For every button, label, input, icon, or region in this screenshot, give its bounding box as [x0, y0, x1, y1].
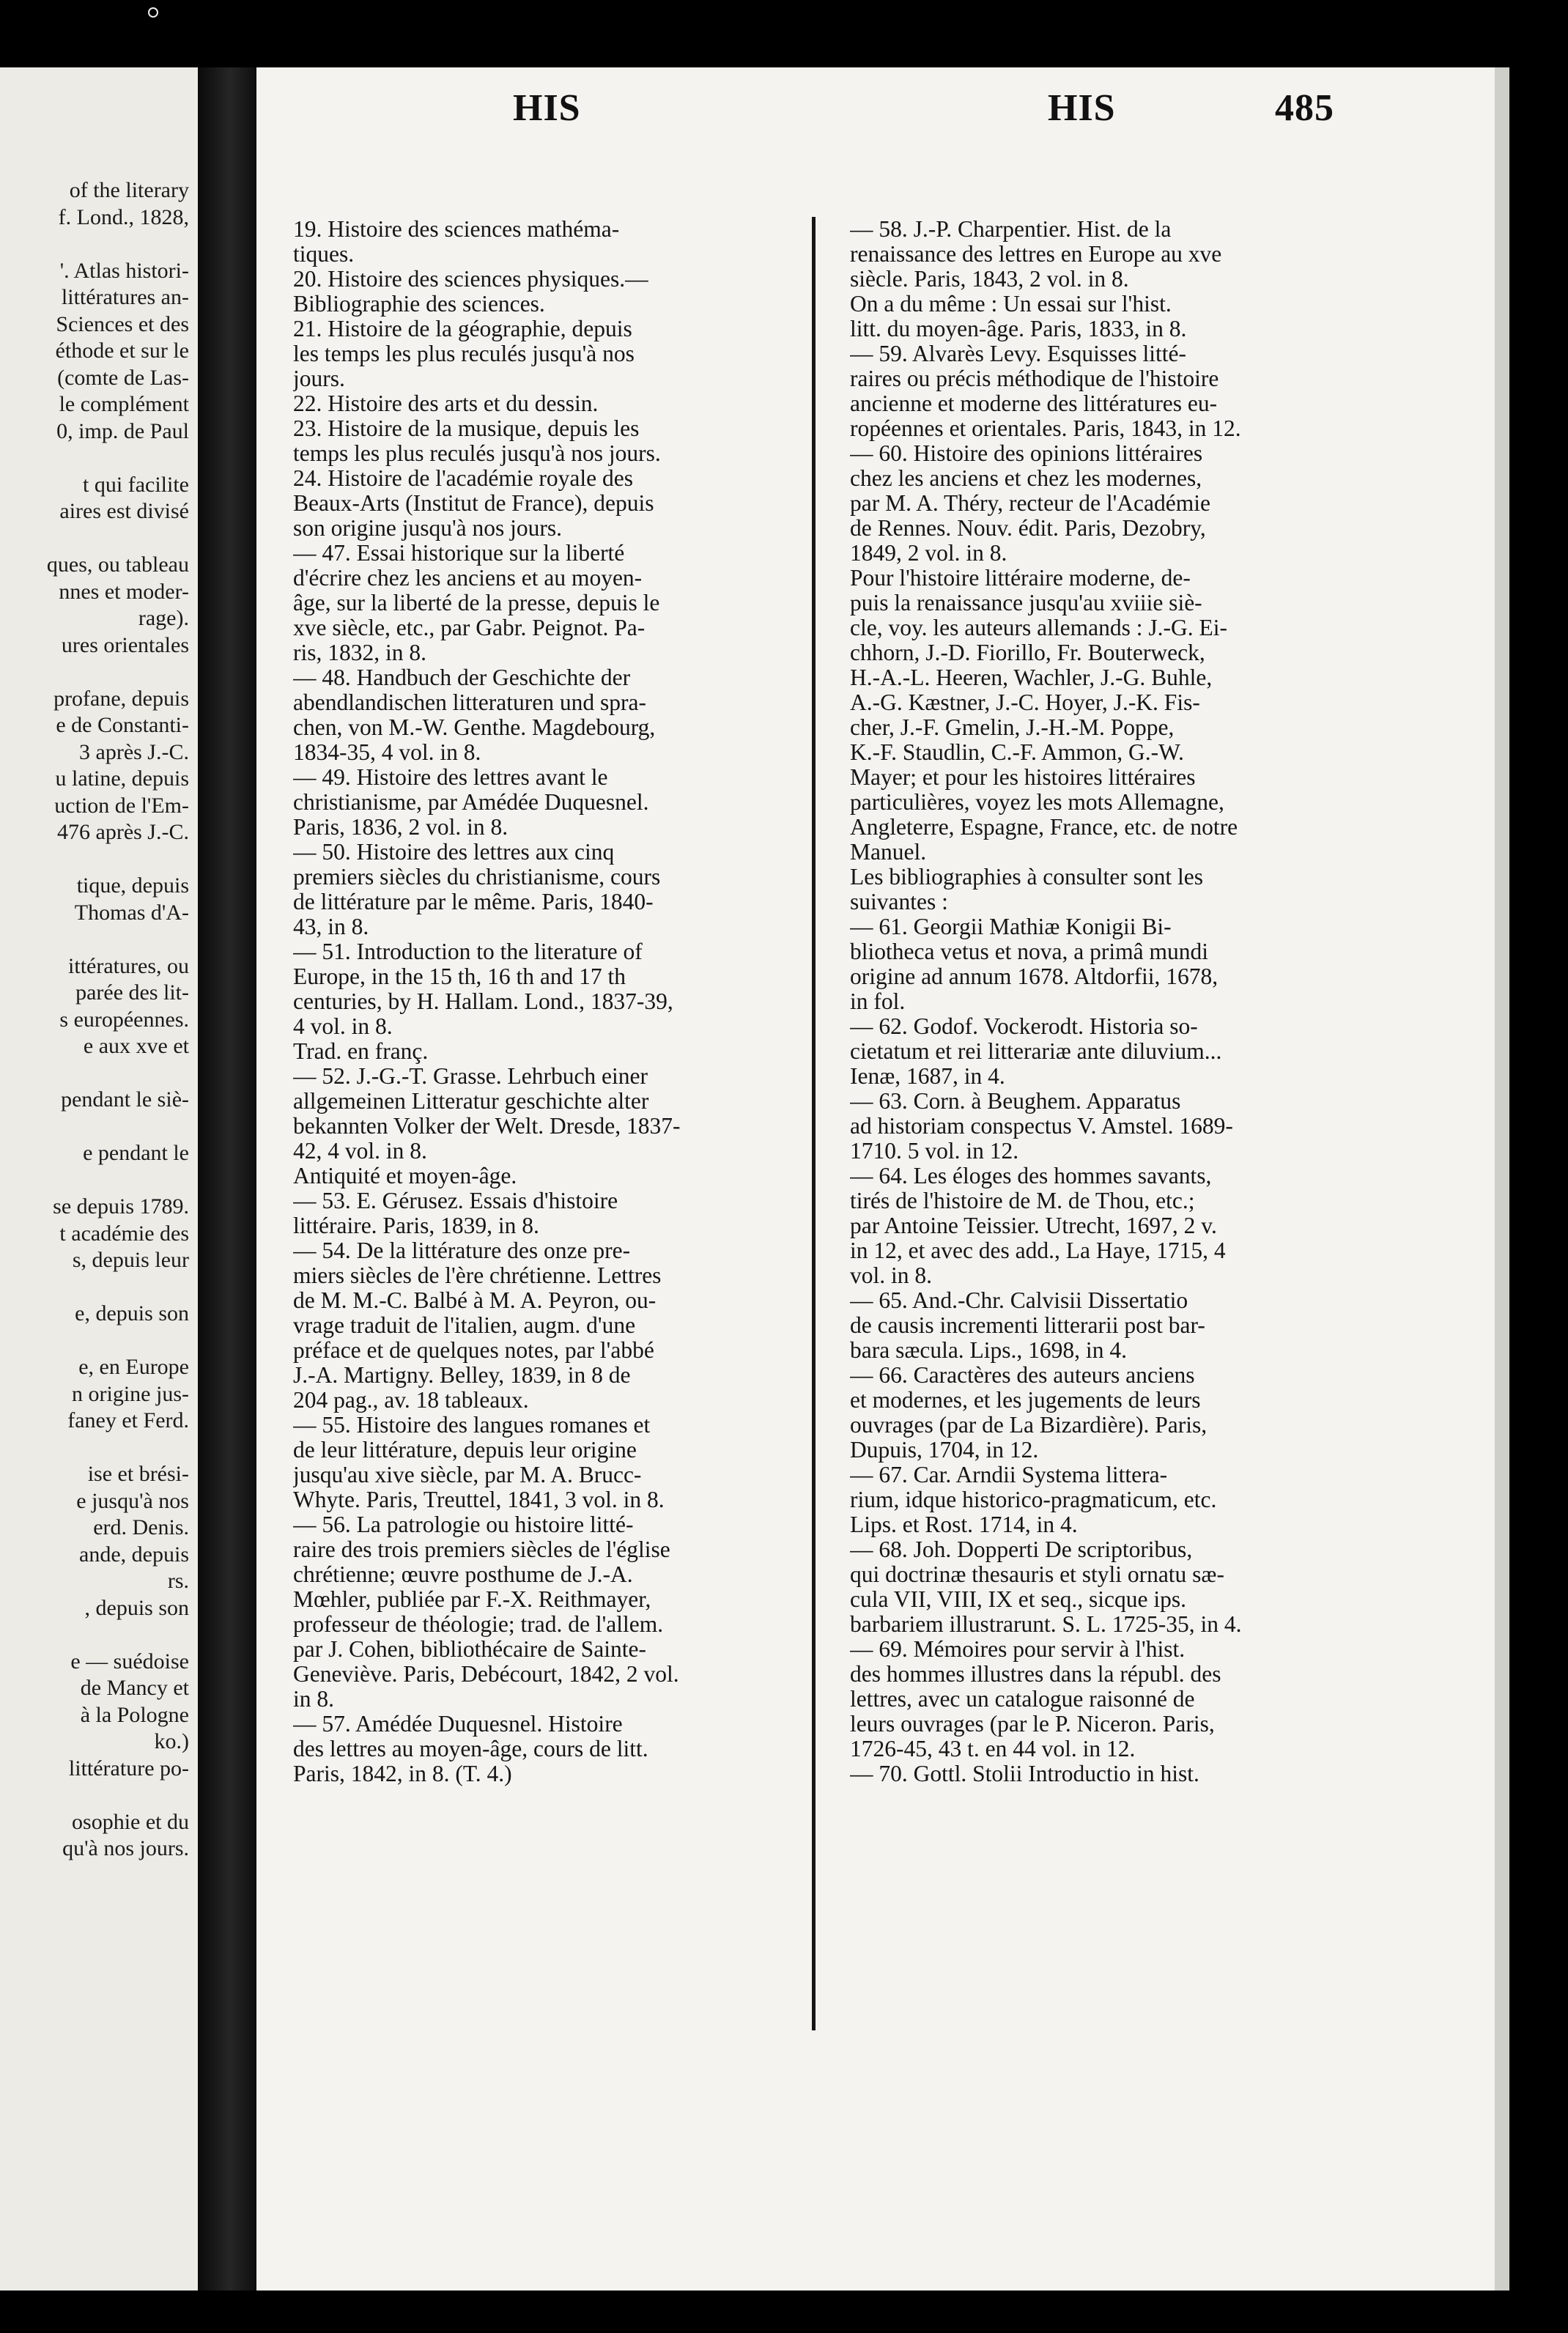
text-line: vol. in 8.	[850, 1263, 933, 1288]
text-line: cula VII, VIII, IX et seq., sicque ips.	[850, 1587, 1186, 1612]
text-line: Les bibliographies à consulter sont les	[850, 865, 1204, 890]
text-line: abendlandischen litteraturen und spra-	[293, 690, 646, 715]
text-line: tirés de l'histoire de M. de Thou, etc.;	[850, 1188, 1195, 1213]
text-line: professeur de théologie; trad. de l'allem.	[293, 1612, 664, 1637]
prev-page-line: ise et brési-	[87, 1462, 189, 1486]
text-line: Angleterre, Espagne, France, etc. de notre	[850, 815, 1238, 840]
text-line: des hommes illustres dans la républ. des	[850, 1662, 1221, 1687]
text-line: xve siècle, etc., par Gabr. Peignot. Pa-	[293, 615, 646, 640]
prev-page-line: ques, ou tableau	[46, 552, 189, 577]
text-line: par M. A. Théry, recteur de l'Académie	[850, 491, 1210, 516]
text-line: 1834-35, 4 vol. in 8.	[293, 740, 481, 765]
text-line: origine ad annum 1678. Altdorfii, 1678,	[850, 964, 1218, 989]
prev-page-line: se depuis 1789.	[53, 1194, 189, 1219]
text-line: particulières, voyez les mots Allemagne,	[850, 790, 1224, 815]
text-line: K.-F. Staudlin, C.-F. Ammon, G.-W.	[850, 740, 1184, 765]
text-line: — 59. Alvarès Levy. Esquisses litté-	[850, 341, 1187, 366]
text-line: — 54. De la littérature des onze pre-	[293, 1238, 631, 1263]
text-line: 42, 4 vol. in 8.	[293, 1139, 427, 1164]
prev-page-line: t qui facilite	[83, 472, 189, 497]
text-line: — 58. J.-P. Charpentier. Hist. de la	[850, 217, 1172, 242]
text-line: lettres, avec un catalogue raisonné de	[850, 1687, 1195, 1712]
text-line: jours.	[293, 366, 345, 391]
text-line: de causis incrementi litterarii post bar-	[850, 1313, 1205, 1338]
prev-page-line: à la Pologne	[80, 1702, 189, 1727]
corner-mark	[148, 7, 158, 18]
prev-page-line: ures orientales	[61, 632, 189, 657]
prev-page-line: littérature po-	[68, 1756, 189, 1781]
text-line: — 49. Histoire des lettres avant le	[293, 765, 608, 790]
prev-page-line: e, en Europe	[78, 1355, 189, 1379]
text-line: — 48. Handbuch der Geschichte der	[293, 665, 631, 690]
text-line: — 62. Godof. Vockerodt. Historia so-	[850, 1014, 1198, 1039]
prev-page-line: osophie et du	[72, 1809, 189, 1834]
text-line: chrétienne; œuvre posthume de J.-A.	[293, 1562, 633, 1587]
prev-page-line: e pendant le	[83, 1141, 189, 1165]
prev-page-line: e — suédoise	[70, 1649, 189, 1674]
text-line: préface et de quelques notes, par l'abbé	[293, 1338, 654, 1363]
text-line: H.-A.-L. Heeren, Wachler, J.-G. Buhle,	[850, 665, 1213, 690]
prev-page-line: e de Constanti-	[56, 713, 189, 737]
text-line: — 65. And.-Chr. Calvisii Dissertatio	[850, 1288, 1188, 1313]
prev-page-line: ko.)	[154, 1729, 189, 1753]
text-line: raires ou précis méthodique de l'histoire	[850, 366, 1219, 391]
text-line: bekannten Volker der Welt. Dresde, 1837-	[293, 1114, 681, 1139]
text-line: 23. Histoire de la musique, depuis les	[293, 416, 640, 441]
text-line: 1710. 5 vol. in 12.	[850, 1139, 1019, 1164]
text-line: par Antoine Teissier. Utrecht, 1697, 2 v.	[850, 1213, 1217, 1238]
text-line: — 56. La patrologie ou histoire litté-	[293, 1512, 634, 1537]
prev-page-line: s européennes.	[59, 1007, 189, 1032]
text-line: de littérature par le même. Paris, 1840-	[293, 890, 654, 914]
text-line: christianisme, par Amédée Duquesnel.	[293, 790, 649, 815]
text-line: temps les plus reculés jusqu'à nos jours.	[293, 441, 661, 466]
prev-page-line: profane, depuis	[53, 686, 189, 711]
text-line: — 51. Introduction to the literature of	[293, 939, 643, 964]
prev-page-line: Thomas d'A-	[74, 900, 189, 925]
text-line: 1849, 2 vol. in 8.	[850, 541, 1007, 566]
prev-page-line: 3 après J.-C.	[79, 739, 189, 764]
text-line: Ienæ, 1687, in 4.	[850, 1064, 1005, 1089]
text-line: littéraire. Paris, 1839, in 8.	[293, 1213, 539, 1238]
text-line: 22. Histoire des arts et du dessin.	[293, 391, 599, 416]
text-line: premiers siècles du christianisme, cours	[293, 865, 661, 890]
text-line: ad historiam conspectus V. Amstel. 1689-	[850, 1114, 1233, 1139]
prev-page-line: le complément	[59, 392, 189, 416]
prev-page-line: tique, depuis	[76, 873, 189, 898]
text-line: ropéennes et orientales. Paris, 1843, in 12.	[850, 416, 1241, 441]
text-line: puis la renaissance jusqu'au xviiie siè-	[850, 591, 1202, 615]
text-line: litt. du moyen-âge. Paris, 1833, in 8.	[850, 317, 1187, 341]
text-line: Manuel.	[850, 840, 927, 865]
text-line: suivantes :	[850, 890, 948, 914]
column-rule	[812, 217, 816, 2030]
text-line: chhorn, J.-D. Fiorillo, Fr. Bouterweck,	[850, 640, 1205, 665]
text-line: renaissance des lettres en Europe au xve	[850, 242, 1222, 267]
page-number: 485	[1275, 87, 1334, 129]
prev-page-line: , depuis son	[84, 1595, 189, 1620]
text-line: Whyte. Paris, Treuttel, 1841, 3 vol. in 8.	[293, 1487, 665, 1512]
prev-page-line: t académie des	[59, 1221, 189, 1246]
text-line: âge, sur la liberté de la presse, depuis le	[293, 591, 660, 615]
text-line: de Rennes. Nouv. édit. Paris, Dezobry,	[850, 516, 1206, 541]
prev-page-line: littératures an-	[61, 285, 189, 309]
text-line: Bibliographie des sciences.	[293, 292, 545, 317]
text-line: 1726-45, 43 t. en 44 vol. in 12.	[850, 1737, 1136, 1761]
text-line: 21. Histoire de la géographie, depuis	[293, 317, 632, 341]
prev-page-line: aires est divisé	[59, 499, 189, 523]
text-line: — 69. Mémoires pour servir à l'hist.	[850, 1637, 1186, 1662]
text-line: — 70. Gottl. Stolii Introductio in hist.	[850, 1761, 1199, 1786]
text-line: cle, voy. les auteurs allemands : J.-G. Ei-	[850, 615, 1227, 640]
prev-page-line: rage).	[138, 606, 189, 630]
right-column	[850, 217, 1363, 1786]
prev-page-line: e jusqu'à nos	[76, 1488, 189, 1513]
prev-page-line: Sciences et des	[56, 311, 189, 336]
text-line: A.-G. Kæstner, J.-C. Hoyer, J.-K. Fis-	[850, 690, 1200, 715]
text-line: ouvrages (par de La Bizardière). Paris,	[850, 1413, 1208, 1438]
text-line: — 52. J.-G.-T. Grasse. Lehrbuch einer	[293, 1064, 648, 1089]
prev-page-line: ittératures, ou	[68, 953, 189, 978]
text-line: tiques.	[293, 242, 355, 267]
text-line: Geneviève. Paris, Debécourt, 1842, 2 vol.	[293, 1662, 679, 1687]
text-line: chez les anciens et chez les modernes,	[850, 466, 1202, 491]
text-line: siècle. Paris, 1843, 2 vol. in 8.	[850, 267, 1129, 292]
prev-page-line: erd. Denis.	[93, 1515, 189, 1539]
text-line: in fol.	[850, 989, 906, 1014]
text-line: d'écrire chez les anciens et au moyen-	[293, 566, 643, 591]
text-line: ancienne et moderne des littératures eu-	[850, 391, 1218, 416]
prev-page-line: (comte de Las-	[57, 365, 189, 390]
prev-page-line: uction de l'Em-	[54, 793, 189, 818]
text-line: — 68. Joh. Dopperti De scriptoribus,	[850, 1537, 1193, 1562]
text-line: 4 vol. in 8.	[293, 1014, 393, 1039]
text-line: — 50. Histoire des lettres aux cinq	[293, 840, 615, 865]
prev-page-line: of the literary	[69, 178, 189, 202]
prev-page-line: parée des lit-	[75, 980, 189, 1005]
text-line: Antiquité et moyen-âge.	[293, 1164, 517, 1188]
text-line: — 64. Les éloges des hommes savants,	[850, 1164, 1212, 1188]
prev-page-line: f. Lond., 1828,	[58, 204, 189, 229]
prev-page-line: n origine jus-	[72, 1381, 189, 1406]
prev-page-line: 476 après J.-C.	[57, 820, 189, 844]
text-line: chen, von M.-W. Genthe. Magdebourg,	[293, 715, 656, 740]
prev-page-line: ande, depuis	[79, 1542, 189, 1567]
page-edge	[1495, 67, 1509, 2291]
text-line: cher, J.-F. Gmelin, J.-H.-M. Poppe,	[850, 715, 1175, 740]
prev-page-line: u latine, depuis	[55, 766, 189, 791]
text-line: bliotheca vetus et nova, a primâ mundi	[850, 939, 1208, 964]
text-line: allgemeinen Litteratur geschichte alter	[293, 1089, 649, 1114]
prev-page-line: éthode et sur le	[55, 339, 189, 363]
text-line: Mœhler, publiée par F.-X. Reithmayer,	[293, 1587, 651, 1612]
text-line: — 53. E. Gérusez. Essais d'histoire	[293, 1188, 618, 1213]
text-line: Paris, 1842, in 8. (T. 4.)	[293, 1761, 512, 1786]
text-line: cietatum et rei litterariæ ante diluvium...	[850, 1039, 1222, 1064]
running-head-left: HIS	[513, 87, 581, 129]
text-line: 43, in 8.	[293, 914, 369, 939]
prev-page-line: qu'à nos jours.	[62, 1836, 189, 1860]
text-line: Europe, in the 15 th, 16 th and 17 th	[293, 964, 626, 989]
text-line: par J. Cohen, bibliothécaire de Sainte-	[293, 1637, 646, 1662]
text-line: — 57. Amédée Duquesnel. Histoire	[293, 1712, 623, 1737]
prev-page-line: nnes et moder-	[59, 579, 189, 604]
prev-page-line: 0, imp. de Paul	[56, 418, 189, 443]
prev-page-line: e aux xve et	[83, 1034, 189, 1058]
text-line: Paris, 1836, 2 vol. in 8.	[293, 815, 509, 840]
text-line: barbariem illustrarunt. S. L. 1725-35, in 4.	[850, 1612, 1242, 1637]
prev-page-line: s, depuis leur	[72, 1248, 189, 1272]
text-line: On a du même : Un essai sur l'hist.	[850, 292, 1172, 317]
text-line: — 55. Histoire des langues romanes et	[293, 1413, 651, 1438]
text-line: leurs ouvrages (par le P. Niceron. Paris,	[850, 1712, 1215, 1737]
text-line: 204 pag., av. 18 tableaux.	[293, 1388, 529, 1413]
text-line: Mayer; et pour les histoires littéraires	[850, 765, 1196, 790]
text-line: — 47. Essai historique sur la liberté	[293, 541, 625, 566]
previous-page-edge	[0, 67, 198, 2291]
prev-page-line: faney et Ferd.	[67, 1408, 189, 1432]
text-line: Pour l'histoire littéraire moderne, de-	[850, 566, 1191, 591]
text-line: miers siècles de l'ère chrétienne. Lettres	[293, 1263, 662, 1288]
text-line: les temps les plus reculés jusqu'à nos	[293, 341, 635, 366]
text-line: des lettres au moyen-âge, cours de litt.	[293, 1737, 648, 1761]
prev-page-line: rs.	[167, 1569, 189, 1593]
prev-page-line: '. Atlas histori-	[59, 258, 189, 283]
text-line: de M. M.-C. Balbé à M. A. Peyron, ou-	[293, 1288, 657, 1313]
left-column	[293, 217, 806, 1786]
text-line: son origine jusqu'à nos jours.	[293, 516, 563, 541]
text-line: Beaux-Arts (Institut de France), depuis	[293, 491, 654, 516]
text-line: Trad. en franç.	[293, 1039, 429, 1064]
prev-page-line: de Mancy et	[80, 1676, 189, 1700]
text-line: — 63. Corn. à Beughem. Apparatus	[850, 1089, 1181, 1114]
text-line: bara sæcula. Lips., 1698, in 4.	[850, 1338, 1127, 1363]
text-line: raire des trois premiers siècles de l'église	[293, 1537, 670, 1562]
text-line: in 12, et avec des add., La Haye, 1715, 4	[850, 1238, 1226, 1263]
text-line: 24. Histoire de l'académie royale des	[293, 466, 633, 491]
text-line: J.-A. Martigny. Belley, 1839, in 8 de	[293, 1363, 631, 1388]
text-line: qui doctrinæ thesauris et styli ornatu sæ-	[850, 1562, 1224, 1587]
text-line: 20. Histoire des sciences physiques.—	[293, 267, 648, 292]
text-line: de leur littérature, depuis leur origine	[293, 1438, 637, 1463]
book-gutter	[198, 67, 256, 2291]
text-line: et modernes, et les jugements de leurs	[850, 1388, 1201, 1413]
text-line: — 67. Car. Arndii Systema littera-	[850, 1463, 1168, 1487]
text-line: — 66. Caractères des auteurs anciens	[850, 1363, 1195, 1388]
running-head-right: HIS	[1048, 87, 1116, 129]
text-line: centuries, by H. Hallam. Lond., 1837-39,	[293, 989, 673, 1014]
text-line: 19. Histoire des sciences mathéma-	[293, 217, 620, 242]
text-line: Dupuis, 1704, in 12.	[850, 1438, 1039, 1463]
text-line: ris, 1832, in 8.	[293, 640, 427, 665]
prev-page-line: pendant le siè-	[61, 1087, 189, 1112]
text-line: vrage traduit de l'italien, augm. d'une	[293, 1313, 636, 1338]
text-line: jusqu'au xive siècle, par M. A. Brucc-	[293, 1463, 642, 1487]
text-line: Lips. et Rost. 1714, in 4.	[850, 1512, 1078, 1537]
text-line: — 61. Georgii Mathiæ Konigii Bi-	[850, 914, 1172, 939]
prev-page-line: e, depuis son	[75, 1301, 189, 1326]
text-line: — 60. Histoire des opinions littéraires	[850, 441, 1203, 466]
text-line: rium, idque historico-pragmaticum, etc.	[850, 1487, 1217, 1512]
text-line: in 8.	[293, 1687, 335, 1712]
